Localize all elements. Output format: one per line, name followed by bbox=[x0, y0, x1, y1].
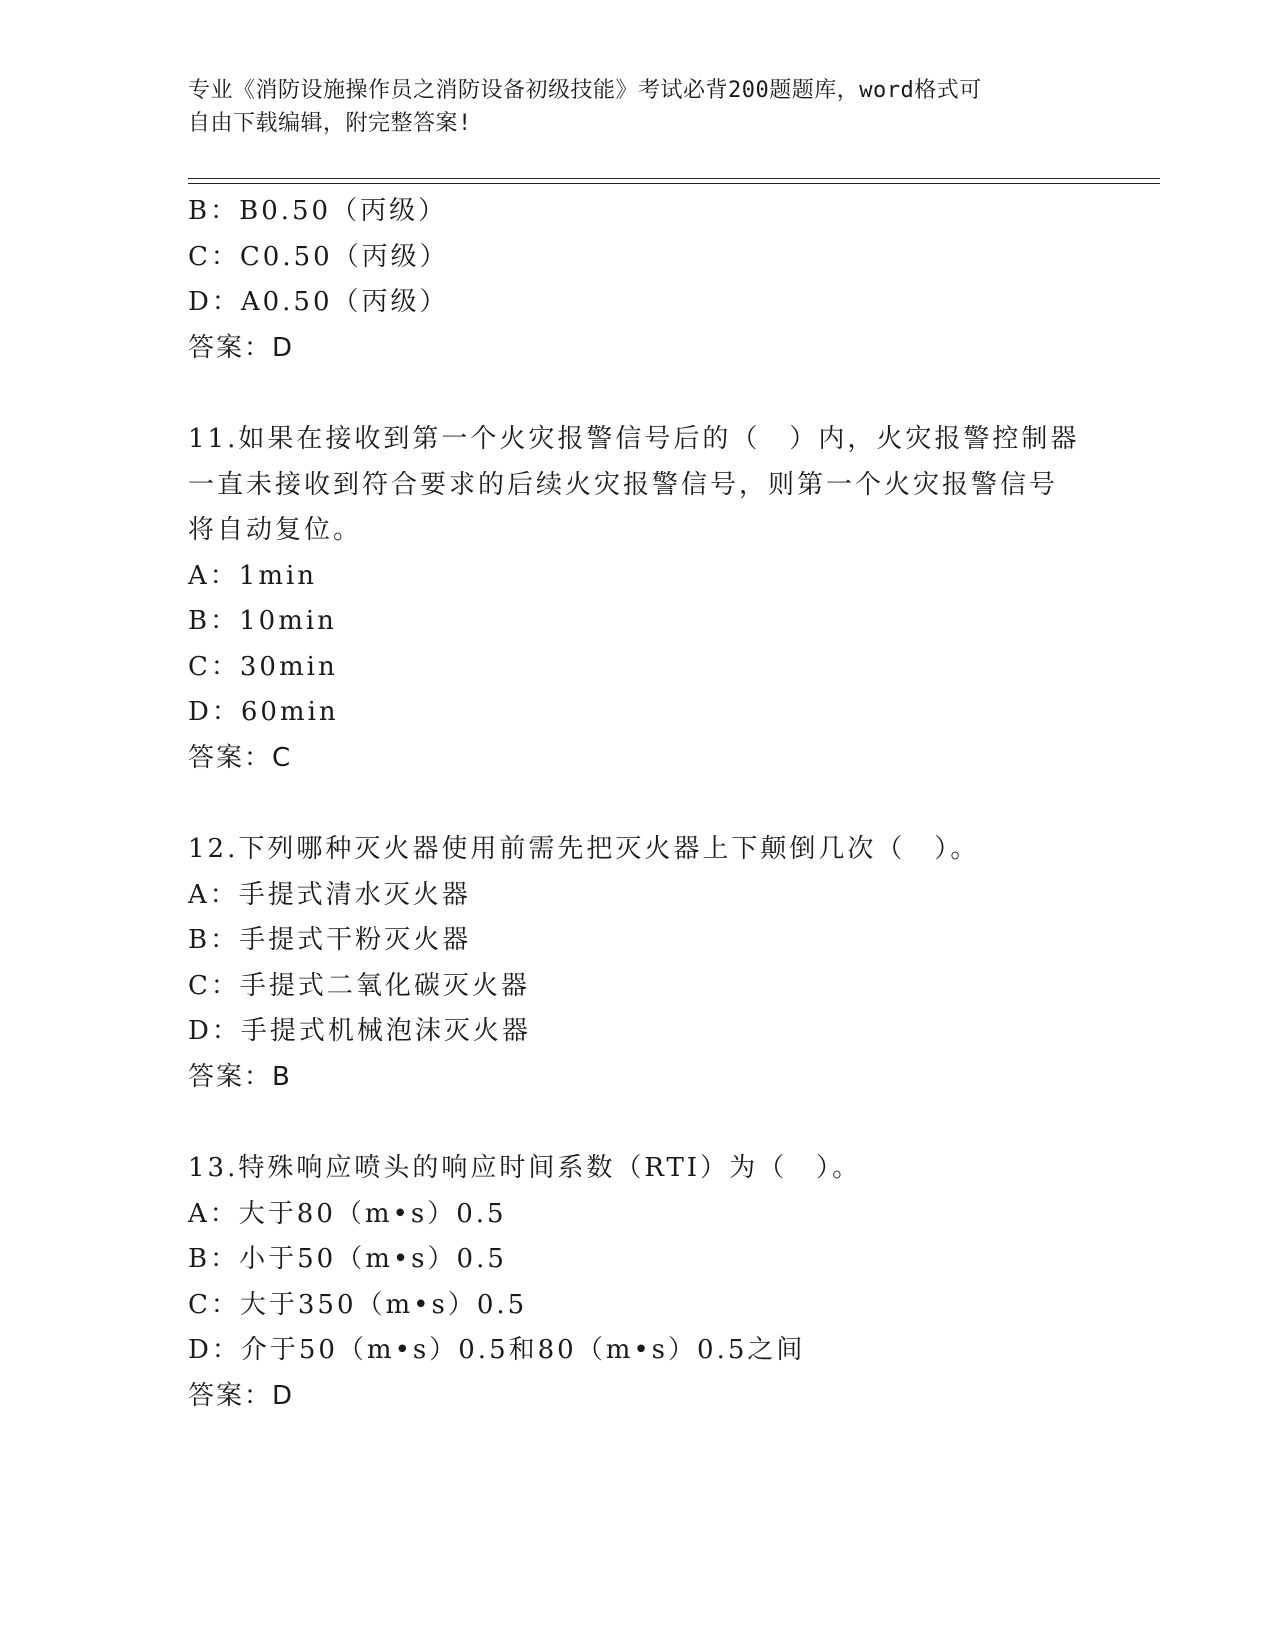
answer-line: 答案：D bbox=[188, 332, 295, 363]
question-text-line: 11.如果在接收到第一个火灾报警信号后的（ ）内，火灾报警控制器 bbox=[188, 424, 1080, 454]
option-a: A：1min bbox=[188, 560, 318, 591]
option-c: C：C0.50（丙级） bbox=[188, 241, 449, 272]
option-a: A：大于80（m•s）0.5 bbox=[188, 1198, 507, 1229]
question-text-line: 将自动复位。 bbox=[188, 515, 363, 545]
option-b: B：10min bbox=[188, 606, 337, 636]
header-line-2: 自由下载编辑，附完整答案! bbox=[188, 111, 472, 136]
header-line-1: 专业《消防设施操作员之消防设备初级技能》考试必背200题题库，word格式可 bbox=[188, 78, 982, 103]
question-block-10 bbox=[188, 189, 1088, 371]
question-text-line: 一直未接收到符合要求的后续火灾报警信号，则第一个火灾报警信号 bbox=[188, 469, 1059, 500]
option-a: A：手提式清水灭火器 bbox=[188, 879, 471, 910]
answer-line: 答案：D bbox=[188, 1380, 295, 1411]
block-spacer bbox=[188, 371, 1088, 417]
option-d: D：介于50（m•s）0.5和80（m•s）0.5之间 bbox=[188, 1335, 806, 1365]
block-spacer bbox=[188, 1100, 1088, 1146]
option-b: B：B0.50（丙级） bbox=[188, 196, 448, 226]
option-c: C：大于350（m•s）0.5 bbox=[188, 1289, 528, 1320]
question-block-13 bbox=[188, 1146, 1088, 1419]
header-rule-bottom bbox=[188, 183, 1160, 184]
option-c: C：手提式二氧化碳灭火器 bbox=[188, 970, 530, 1001]
option-d: D：手提式机械泡沫灭火器 bbox=[188, 1016, 531, 1046]
header-rule-top bbox=[188, 178, 1160, 179]
document-body bbox=[188, 189, 1088, 1419]
question-text-line: 12.下列哪种灭火器使用前需先把灭火器上下颠倒几次（ ）。 bbox=[188, 834, 980, 864]
question-block-11 bbox=[188, 417, 1088, 781]
block-spacer bbox=[188, 781, 1088, 827]
option-d: D：60min bbox=[188, 697, 339, 727]
answer-line: 答案：B bbox=[188, 1061, 292, 1092]
answer-line: 答案：C bbox=[188, 742, 293, 773]
question-text-line: 13.特殊响应喷头的响应时间系数（RTI）为（ ）。 bbox=[188, 1153, 862, 1183]
question-block-12 bbox=[188, 827, 1088, 1100]
option-d: D：A0.50（丙级） bbox=[188, 287, 449, 317]
document-header bbox=[188, 74, 1088, 140]
option-b: B：小于50（m•s）0.5 bbox=[188, 1244, 507, 1274]
option-c: C：30min bbox=[188, 651, 338, 682]
option-b: B：手提式干粉灭火器 bbox=[188, 925, 472, 955]
